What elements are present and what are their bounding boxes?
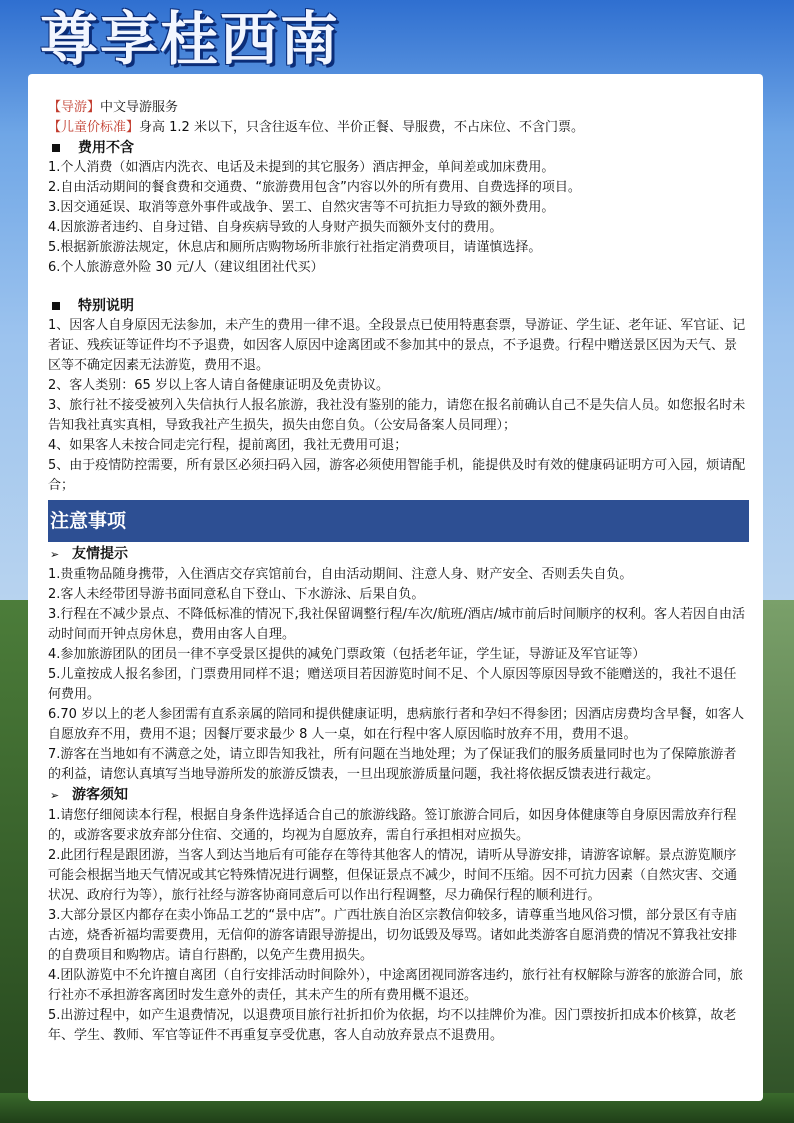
child-price-tag: 【儿童价标准】 xyxy=(48,120,140,135)
child-price-text: 身高 1.2 米以下，只含往返车位、半价正餐、导服费，不占床位、不含门票。 xyxy=(139,120,584,135)
content-panel xyxy=(28,74,763,1101)
list-item: 5.儿童按成人报名参团，门票费用同样不退；赠送项目若因游览时间不足、个人原因等原因导致不能赠送的，我社不退任何费用。 xyxy=(48,667,737,702)
list-item: 7.游客在当地如有不满意之处，请立即告知我社，所有问题在当地处理；为了保证我们的服务质量同时也为了保障旅游者的利益，请您认真填写当地导游所发的旅游反馈表，一旦出现旅游质量问题，我社将依据反馈表进行裁定。 xyxy=(48,747,737,782)
list-item: 3、旅行社不接受被列入失信执行人报名旅游，我社没有鉴别的能力，请您在报名前确认自己不是失信人员。如您报名时未告知我社真实真相，导致我社产生损失，损失由您自负。（公安局备案人员同理）； xyxy=(48,398,746,433)
arrow-bullet-icon: ➢ xyxy=(50,789,60,802)
tips-heading: ➢ 友情提示 xyxy=(48,544,749,565)
list-item: 3.行程在不减少景点、不降低标准的情况下,我社保留调整行程/车次/航班/酒店/城市前后时间顺序的权利。客人若因自由活动时间而开钟点房休息，费用由客人自理。 xyxy=(48,607,746,642)
list-item: 5.根据新旅游法规定，休息店和厕所店购物场所非旅行社指定消费项目，请谨慎选择。 xyxy=(48,240,542,255)
list-item: 3.大部分景区内都存在卖小饰品工艺的“景中店”。广西壮族自治区宗教信仰较多，请尊重当地风俗习惯，部分景区有寺庙古迹，烧香祈福均需要费用，无信仰的游客请跟导游提出，切勿诋毁及辱骂。诸如此类游客自愿消费的情况不算我社安排的自费项目和购物店。请自行斟酌，以免产生费用损失。 xyxy=(48,908,738,963)
list-item: 2.此团行程是跟团游，当客人到达当地后有可能存在等待其他客人的情况，请听从导游安排，请游客谅解。景点游览顺序可能会根据当地天气情况或其它特殊情况进行调整，但保证景点不减少，时间不压缩。因不可抗力因素（自然灾害、交通状况、政府行为等），旅行社经与游客协商同意后可以作出行程调整，尽力确保行程的顺利进行。 xyxy=(48,848,738,903)
list-item: 5.出游过程中，如产生退费情况，以退费项目旅行社折扣价为依据，均不以挂牌价为准。因门票按折扣成本价核算，故老年、学生、教师、军官等证件不再重复享受优惠，客人自动放弃景点不退费用。 xyxy=(48,1008,737,1043)
list-item: 4、如果客人未按合同走完行程，提前离团，我社无费用可退； xyxy=(48,438,408,453)
fees-excluded-heading: 费用不含 xyxy=(48,138,749,158)
square-bullet-icon xyxy=(52,144,60,152)
list-item: 6.70 岁以上的老人参团需有直系亲属的陪同和提供健康证明，患病旅行者和孕妇不得参团；因酒店房费均含早餐，如客人自愿放弃不用，费用不退；因餐厅要求最少 8 人一桌，如在行程中客人原因临时放弃不用，费用不退。 xyxy=(48,707,745,742)
guest-notice-heading: ➢ 游客须知 xyxy=(48,785,749,806)
list-item: 2、客人类别：65 岁以上客人请自备健康证明及免责协议。 xyxy=(48,378,389,393)
list-item: 1.贵重物品随身携带，入住酒店交存宾馆前台，自由活动期间、注意人身、财产安全、否则丢失自负。 xyxy=(48,567,633,582)
list-item: 4.因旅游者违约、自身过错、自身疾病导致的人身财产损失而额外支付的费用。 xyxy=(48,220,503,235)
list-item: 1.个人消费（如酒店内洗衣、电话及未提到的其它服务）酒店押金，单间差或加床费用。 xyxy=(48,160,555,175)
guide-text: 中文导游服务 xyxy=(100,100,179,115)
special-notes-heading: 特别说明 xyxy=(48,296,749,316)
list-item: 4.参加旅游团队的团员一律不享受景区提供的减免门票政策（包括老年证，学生证，导游证及军官证等） xyxy=(48,647,646,662)
list-item: 6.个人旅游意外险 30 元/人（建议组团社代买） xyxy=(48,260,324,275)
arrow-bullet-icon: ➢ xyxy=(50,548,60,561)
list-item: 2.自由活动期间的餐食费和交通费、“旅游费用包含”内容以外的所有费用、自费选择的项目。 xyxy=(48,180,581,195)
list-item: 3.因交通延误、取消等意外事件或战争、罢工、自然灾害等不可抗拒力导致的额外费用。 xyxy=(48,200,555,215)
list-item: 4.团队游览中不允许擅自离团（自行安排活动时间除外），中途离团视同游客违约，旅行社有权解除与游客的旅游合同，旅行社亦不承担游客离团时发生意外的责任，其未产生的所有费用概不退还。 xyxy=(48,968,743,1003)
list-item: 5、由于疫情防控需要，所有景区必须扫码入园，游客必须使用智能手机，能提供及时有效的健康码证明方可入园，烦请配合； xyxy=(48,458,746,493)
list-item: 1、因客人自身原因无法参加，未产生的费用一律不退。全段景点已使用特惠套票，导游证、学生证、老年证、军官证、记者证、残疾证等证件均不予退费，如因客人原因中途离团或不参加其中的景点，不予退费。行程中赠送景区因为天气、景区等不确定因素无法游览，费用不退。 xyxy=(48,318,746,373)
document-body xyxy=(48,98,749,1046)
child-price-line xyxy=(48,118,749,138)
list-item: 1.请您仔细阅读本行程，根据自身条件选择适合自己的旅游线路。签订旅游合同后，如因身体健康等自身原因需放弃行程的，或游客要求放弃部分住宿、交通的，均视为自愿放弃，需自行承担相对应损失。 xyxy=(48,808,737,843)
list-item: 2.客人未经带团导游书面同意私自下登山、下水游泳、后果自负。 xyxy=(48,587,425,602)
square-bullet-icon xyxy=(52,302,60,310)
guide-line xyxy=(48,98,749,118)
guide-tag: 【导游】 xyxy=(48,100,101,115)
notice-banner: 注意事项 xyxy=(48,500,749,542)
page-title-logo: 尊享桂西南 xyxy=(40,5,341,73)
